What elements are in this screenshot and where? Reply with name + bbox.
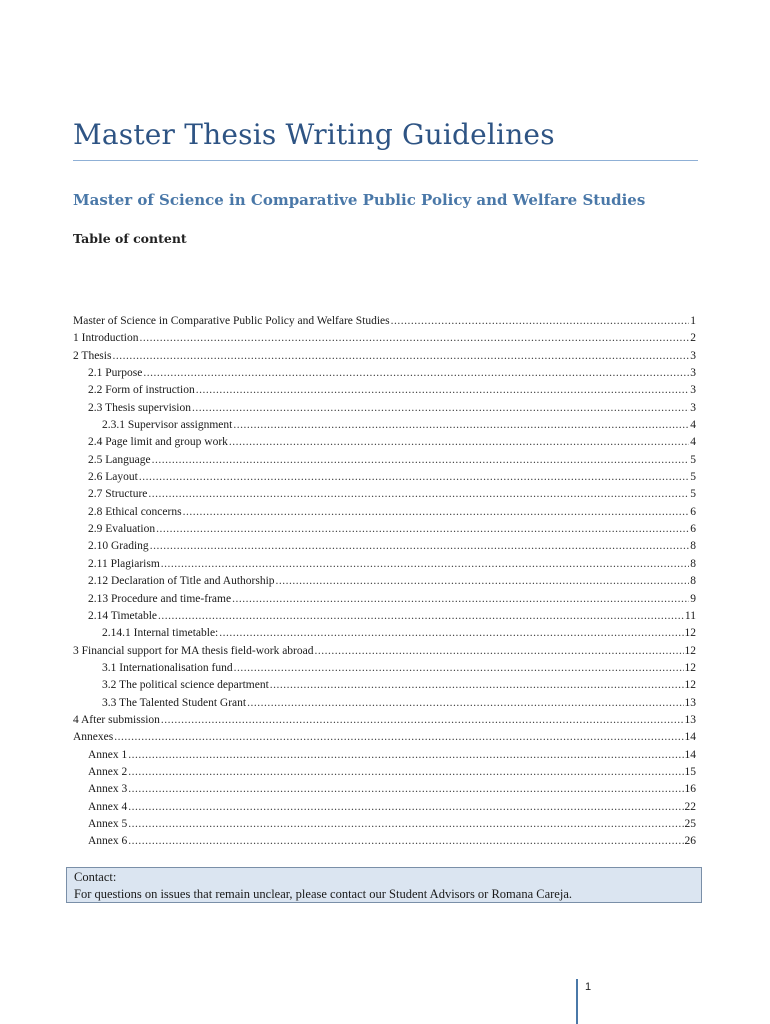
toc-entry-label: Annex 5 <box>88 817 128 830</box>
toc-entry-label: 2.12 Declaration of Title and Authorship <box>88 575 275 588</box>
toc-entry[interactable] <box>73 382 696 399</box>
contact-box <box>66 867 702 903</box>
toc-leader-dots <box>128 833 683 850</box>
toc-entry-label: 3.3 The Talented Student Grant <box>102 696 247 709</box>
toc-entry-label: Annex 3 <box>88 783 128 796</box>
toc-leader-dots <box>161 556 689 573</box>
toc-entry-label: 4 After submission <box>73 713 160 726</box>
toc-entry-page: 3 <box>690 349 696 362</box>
toc-entry-page: 6 <box>690 505 696 518</box>
toc-entry-label: 3.2 The political science department <box>102 679 269 692</box>
toc-entry-page: 26 <box>684 835 696 848</box>
toc-leader-dots <box>128 764 683 781</box>
toc-entry-page: 1 <box>690 315 696 327</box>
toc-entry-page: 2 <box>690 332 696 345</box>
toc-entry-label: 2.14 Timetable <box>88 609 158 622</box>
toc-entry-label: 2.9 Evaluation <box>88 523 156 536</box>
toc-entry[interactable] <box>73 556 696 573</box>
toc-leader-dots <box>391 313 690 330</box>
toc-leader-dots <box>232 591 689 608</box>
toc-entry[interactable] <box>73 729 696 746</box>
toc-entry-page: 5 <box>690 488 696 501</box>
toc-leader-dots <box>114 729 683 746</box>
toc-entry-page: 8 <box>690 557 696 570</box>
toc-entry[interactable] <box>73 660 696 677</box>
toc-entry[interactable] <box>73 313 696 330</box>
toc-entry-label: 2.3 Thesis supervision <box>88 401 191 414</box>
toc-entry[interactable] <box>73 469 696 486</box>
toc-entry-label: 2.13 Procedure and time-frame <box>88 592 232 605</box>
toc-leader-dots <box>233 417 689 434</box>
toc-leader-dots <box>247 695 683 712</box>
toc-leader-dots <box>150 538 690 555</box>
toc-entry[interactable] <box>73 504 696 521</box>
toc-entry[interactable] <box>73 833 696 850</box>
toc-entry-label: Annex 4 <box>88 800 128 813</box>
toc-leader-dots <box>234 660 684 677</box>
toc-leader-dots <box>192 400 689 417</box>
toc-leader-dots <box>270 677 684 694</box>
toc-entry-page: 3 <box>690 384 696 397</box>
toc-entry-page: 4 <box>690 419 696 432</box>
toc-entry[interactable] <box>73 573 696 590</box>
toc-entry-label: 2.10 Grading <box>88 540 149 553</box>
toc-entry-page: 5 <box>690 471 696 484</box>
toc-entry-label: 2.8 Ethical concerns <box>88 505 182 518</box>
toc-leader-dots <box>229 434 689 451</box>
toc-leader-dots <box>152 452 690 469</box>
toc-entry[interactable] <box>73 434 696 451</box>
page-number-marker <box>576 979 578 1024</box>
toc-leader-dots <box>315 643 684 660</box>
toc-entry-page: 8 <box>690 575 696 588</box>
toc-entry[interactable] <box>73 816 696 833</box>
toc-entry-label: 3.1 Internationalisation fund <box>102 661 233 674</box>
toc-entry-label: Annex 6 <box>88 835 128 848</box>
toc-entry-page: 12 <box>684 644 696 657</box>
toc-entry-page: 12 <box>684 661 696 674</box>
toc-entry[interactable] <box>73 365 696 382</box>
toc-leader-dots <box>196 382 690 399</box>
toc-leader-dots <box>183 504 690 521</box>
toc-entry-label: 2 Thesis <box>73 349 112 362</box>
toc-leader-dots <box>161 712 684 729</box>
table-of-contents <box>73 313 696 851</box>
toc-entry[interactable] <box>73 695 696 712</box>
toc-entry[interactable] <box>73 643 696 660</box>
toc-entry-page: 14 <box>684 731 696 744</box>
toc-entry[interactable] <box>73 538 696 555</box>
toc-entry-page: 22 <box>684 800 696 813</box>
toc-entry-page: 13 <box>684 696 696 709</box>
contact-label: Contact: <box>74 870 117 884</box>
toc-leader-dots <box>156 521 689 538</box>
toc-entry-page: 3 <box>690 401 696 414</box>
toc-entry[interactable] <box>73 417 696 434</box>
toc-entry[interactable] <box>73 677 696 694</box>
toc-entry-page: 8 <box>690 540 696 553</box>
contact-text: For questions on issues that remain unclear, please contact our Student Advisors or Romana Careja. <box>74 887 572 901</box>
toc-entry-page: 12 <box>684 679 696 692</box>
toc-entry-label: 2.6 Layout <box>88 471 138 484</box>
toc-entry[interactable] <box>73 591 696 608</box>
toc-entry-label: Annexes <box>73 731 114 744</box>
toc-entry[interactable] <box>73 330 696 347</box>
title-underline <box>73 160 698 161</box>
toc-entry-page: 11 <box>684 609 696 622</box>
toc-entry-page: 9 <box>690 592 696 605</box>
toc-entry-page: 6 <box>690 523 696 536</box>
toc-entry-label: Annex 1 <box>88 748 128 761</box>
toc-entry[interactable] <box>73 764 696 781</box>
toc-leader-dots <box>128 747 683 764</box>
toc-entry[interactable] <box>73 348 696 365</box>
toc-entry-label: 2.3.1 Supervisor assignment <box>102 419 233 432</box>
toc-entry-page: 15 <box>684 765 696 778</box>
toc-leader-dots <box>139 330 689 347</box>
toc-leader-dots <box>219 625 683 642</box>
toc-entry-page: 14 <box>684 748 696 761</box>
toc-entry-label: 1 Introduction <box>73 332 139 345</box>
toc-entry[interactable] <box>73 608 696 625</box>
toc-entry-label: 2.1 Purpose <box>88 367 143 380</box>
toc-entry-label: 2.14.1 Internal timetable: <box>102 627 219 640</box>
toc-entry-page: 13 <box>684 713 696 726</box>
toc-entry-page: 5 <box>690 453 696 466</box>
toc-entry-page: 25 <box>684 817 696 830</box>
toc-entry-page: 4 <box>690 436 696 449</box>
toc-entry[interactable] <box>73 521 696 538</box>
toc-entry[interactable] <box>73 452 696 469</box>
toc-entry-label: Master of Science in Comparative Public Policy and Welfare Studies <box>73 315 390 327</box>
toc-leader-dots <box>128 816 683 833</box>
toc-entry-label: 2.7 Structure <box>88 488 148 501</box>
toc-entry[interactable] <box>73 712 696 729</box>
toc-entry-label: 2.5 Language <box>88 453 151 466</box>
toc-entry-label: 2.2 Form of instruction <box>88 384 195 397</box>
toc-entry-page: 12 <box>684 627 696 640</box>
toc-entry-label: 2.4 Page limit and group work <box>88 436 228 449</box>
toc-heading: Table of content <box>73 231 187 246</box>
toc-entry[interactable] <box>73 799 696 816</box>
toc-entry[interactable] <box>73 400 696 417</box>
toc-leader-dots <box>112 348 689 365</box>
toc-leader-dots <box>158 608 684 625</box>
toc-leader-dots <box>128 799 683 816</box>
toc-entry-label: 3 Financial support for MA thesis field-work abroad <box>73 644 314 657</box>
page-number: 1 <box>585 981 592 993</box>
toc-leader-dots <box>128 781 683 798</box>
toc-entry-label: 2.11 Plagiarism <box>88 557 160 570</box>
toc-entry-page: 3 <box>690 367 696 380</box>
toc-entry-page: 16 <box>684 783 696 796</box>
toc-entry[interactable] <box>73 625 696 642</box>
toc-entry[interactable] <box>73 747 696 764</box>
document-subtitle: Master of Science in Comparative Public Policy and Welfare Studies <box>73 191 646 209</box>
toc-entry-label: Annex 2 <box>88 765 128 778</box>
toc-leader-dots <box>276 573 690 590</box>
toc-entry[interactable] <box>73 781 696 798</box>
document-title: Master Thesis Writing Guidelines <box>73 118 555 151</box>
toc-leader-dots <box>143 365 689 382</box>
toc-entry[interactable] <box>73 486 696 503</box>
toc-leader-dots <box>148 486 689 503</box>
toc-leader-dots <box>139 469 689 486</box>
